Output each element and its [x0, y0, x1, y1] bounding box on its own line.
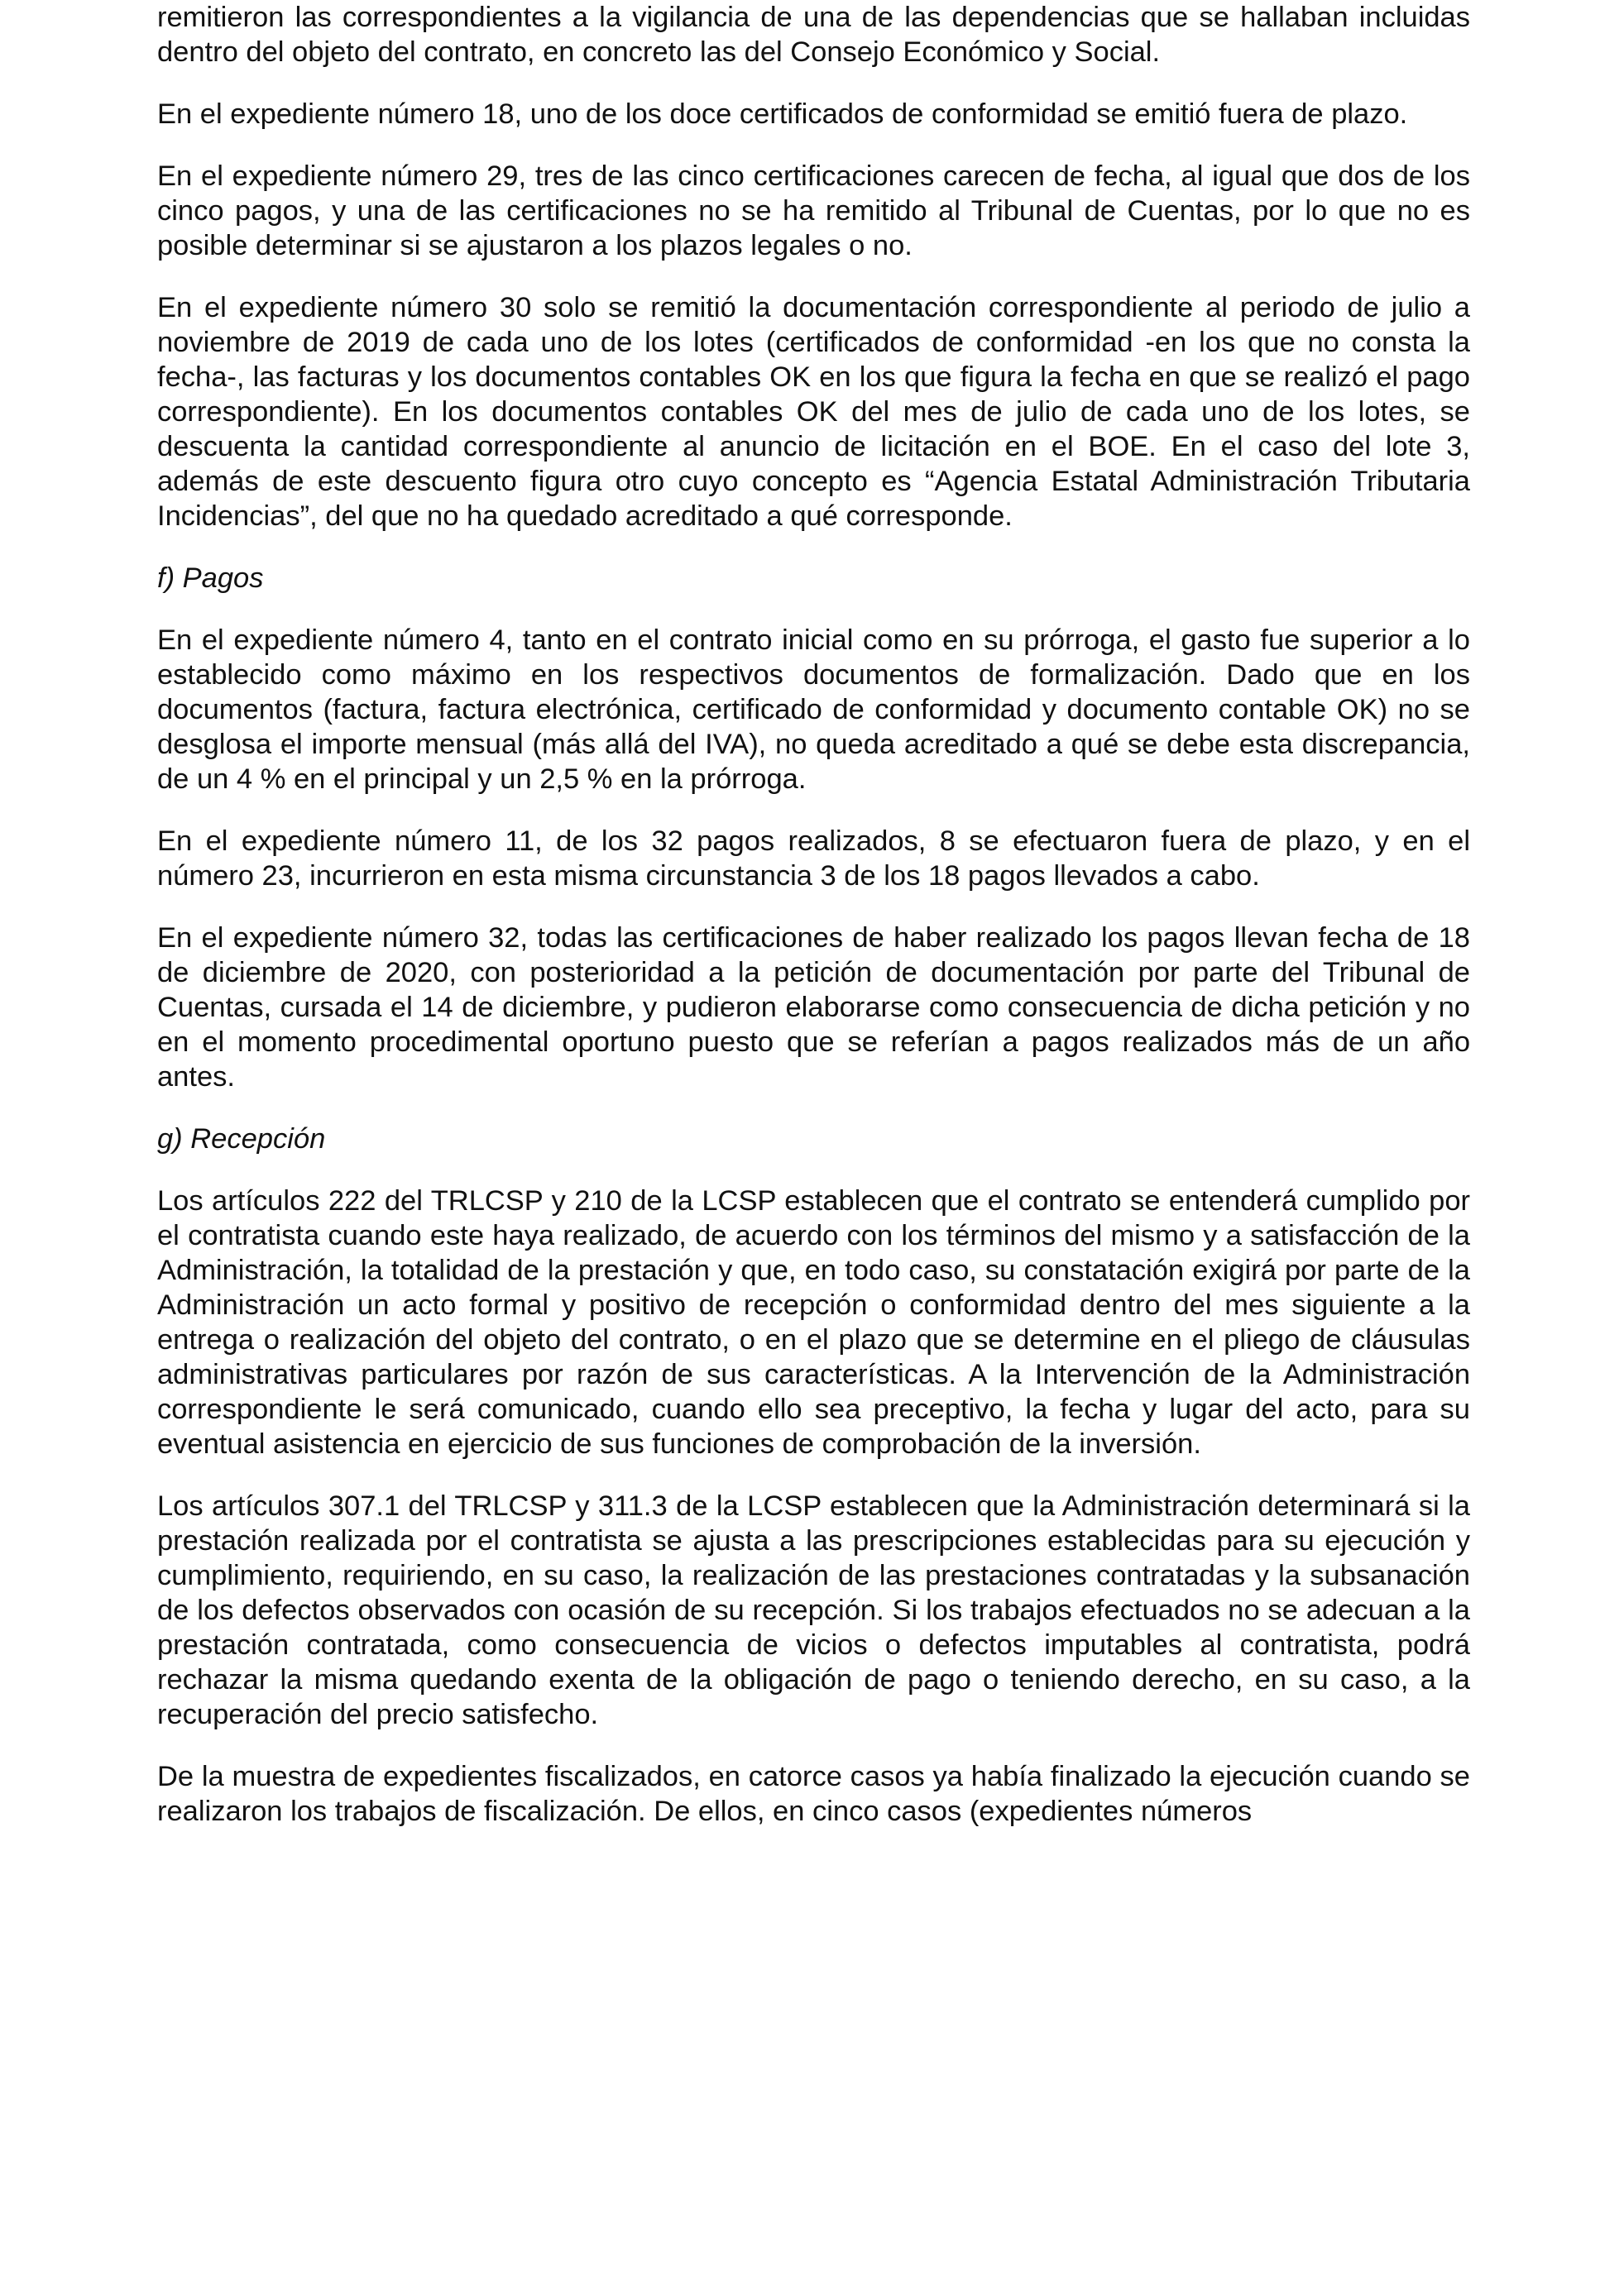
- paragraph: Los artículos 222 del TRLCSP y 210 de la LCSP establecen que el contrato se entenderá cumplido por el contratista cuando este haya realizado, de acuerdo con los términos del mismo y a satisfacción de la Administración, la totalidad de la prestación y que, en todo caso, su constatación exigirá por parte de la Administración un acto formal y positivo de recepción o conformidad dentro del mes siguiente a la entrega o realización del objeto del contrato, o en el plazo que se determine en el pliego de cláusulas administrativas particulares por razón de sus características. A la Intervención de la Administración correspondiente le será comunicado, cuando ello sea preceptivo, la fecha y lugar del acto, para su eventual asistencia en ejercicio de sus funciones de comprobación de la inversión.: [157, 1185, 1470, 1460]
- paragraph: remitieron las correspondientes a la vigilancia de una de las dependencias que se hallaban incluidas dentro del objeto del contrato, en concreto las del Consejo Económico y Social.: [157, 2, 1470, 68]
- section-heading-recepcion: g) Recepción: [157, 1123, 326, 1155]
- paragraph: En el expediente número 30 solo se remitió la documentación correspondiente al periodo de julio a noviembre de 2019 de cada uno de los lotes (certificados de conformidad -en los que no consta la fecha-, las facturas y los documentos contables OK en los que figura la fecha en que se realizó el pago correspondiente). En los documentos contables OK del mes de julio de cada uno de los lotes, se descuenta la cantidad correspondiente al anuncio de licitación en el BOE. En el caso del lote 3, además de este descuento figura otro cuyo concepto es “Agencia Estatal Administración Tributaria Incidencias”, del que no ha quedado acreditado a qué corresponde.: [157, 292, 1470, 532]
- paragraph: Los artículos 307.1 del TRLCSP y 311.3 de la LCSP establecen que la Administración determinará si la prestación realizada por el contratista se ajusta a las prescripciones establecidas para su ejecución y cumplimiento, requiriendo, en su caso, la realización de las prestaciones contratadas y la subsanación de los defectos observados con ocasión de su recepción. Si los trabajos efectuados no se adecuan a la prestación contratada, como consecuencia de vicios o defectos imputables al contratista, podrá rechazar la misma quedando exenta de la obligación de pago o teniendo derecho, en su caso, a la recuperación del precio satisfecho.: [157, 1490, 1470, 1730]
- paragraph: En el expediente número 11, de los 32 pagos realizados, 8 se efectuaron fuera de plazo, y en el número 23, incurrieron en esta misma circunstancia 3 de los 18 pagos llevados a cabo.: [157, 825, 1470, 892]
- section-heading-pagos: f) Pagos: [157, 562, 264, 594]
- paragraph: En el expediente número 32, todas las certificaciones de haber realizado los pagos llevan fecha de 18 de diciembre de 2020, con posterioridad a la petición de documentación por parte del Tribunal de Cuentas, cursada el 14 de diciembre, y pudieron elaborarse como consecuencia de dicha petición y no en el momento procedimental oportuno puesto que se referían a pagos realizados más de un año antes.: [157, 922, 1470, 1093]
- paragraph: En el expediente número 29, tres de las cinco certificaciones carecen de fecha, al igual que dos de los cinco pagos, y una de las certificaciones no se ha remitido al Tribunal de Cuentas, por lo que no es posible determinar si se ajustaron a los plazos legales o no.: [157, 160, 1470, 261]
- paragraph: De la muestra de expedientes fiscalizados, en catorce casos ya había finalizado la ejecución cuando se realizaron los trabajos de fiscalización. De ellos, en cinco casos (expedientes números: [157, 1761, 1470, 1827]
- paragraph: En el expediente número 4, tanto en el contrato inicial como en su prórroga, el gasto fue superior a lo establecido como máximo en los respectivos documentos de formalización. Dado que en los documentos (factura, factura electrónica, certificado de conformidad y documento contable OK) no se desglosa el importe mensual (más allá del IVA), no queda acreditado a qué se debe esta discrepancia, de un 4 % en el principal y un 2,5 % en la prórroga.: [157, 624, 1470, 795]
- paragraph: En el expediente número 18, uno de los doce certificados de conformidad se emitió fuera de plazo.: [157, 98, 1408, 130]
- document-page: [157, 0, 1470, 1856]
